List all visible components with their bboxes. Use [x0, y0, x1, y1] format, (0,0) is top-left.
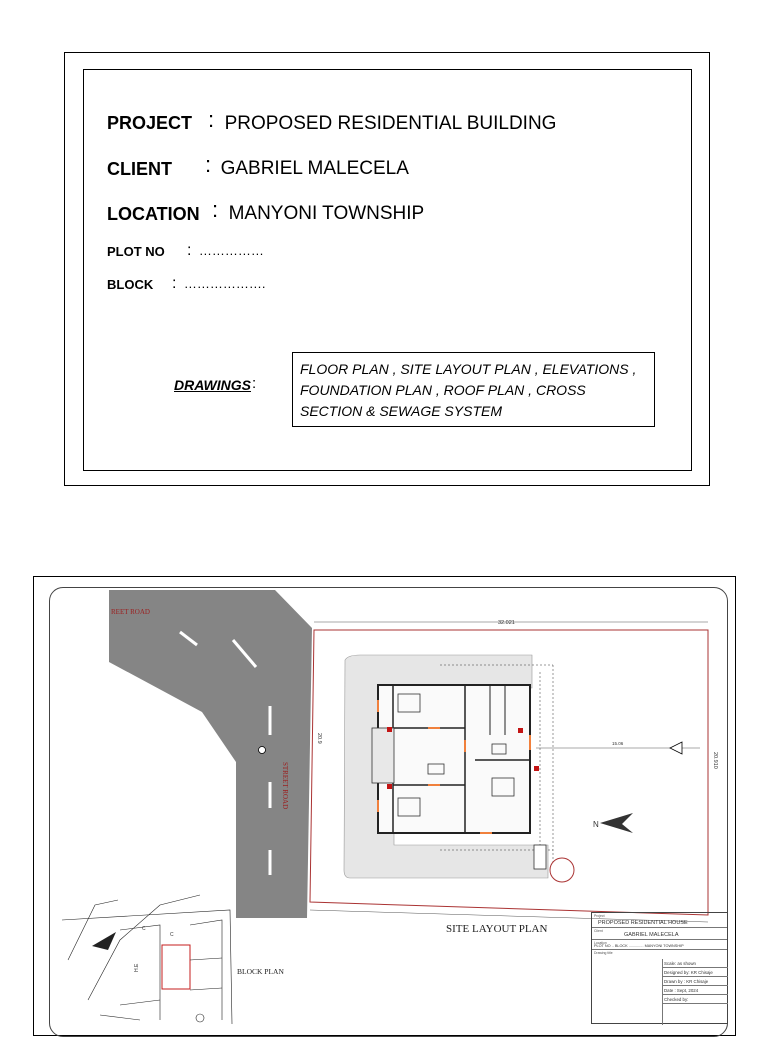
client-value: GABRIEL MALECELA [220, 158, 409, 179]
plot-value: …………… [198, 243, 264, 258]
location-value: MANYONI TOWNSHIP [228, 203, 425, 224]
dim-right: 20.910 [712, 752, 718, 769]
road-label-side: STREET ROAD [281, 762, 289, 810]
tb-project: PROPOSED RESIDENTIAL HOUSE [598, 920, 688, 926]
block-plan-north-icon [92, 932, 116, 950]
porch [372, 728, 394, 783]
tb-client: GABRIEL MALECELA [624, 932, 679, 938]
title-block-grid [592, 959, 729, 1025]
title-block-right-column [662, 959, 728, 1004]
client-caption: Client [594, 929, 603, 933]
drawing-title-caption: Drawing title [594, 951, 613, 955]
dim-mid: 15.06 [612, 741, 624, 746]
drawings-label: DRAWINGS [174, 377, 251, 393]
gate-marker [259, 747, 266, 754]
project-value: PROPOSED RESIDENTIAL BUILDING [224, 113, 557, 134]
block-plan-mark: C [142, 926, 146, 932]
block-plan-label: BLOCK PLAN [237, 967, 284, 976]
tb-designed-by: Designed by: KR Chisaje [662, 968, 728, 977]
road-label-top: REET ROAD [111, 608, 150, 616]
location-colon: : [212, 197, 219, 222]
block-colon: : [172, 275, 177, 292]
north-arrow-icon [593, 813, 633, 833]
drawings-line: FLOOR PLAN , SITE LAYOUT PLAN , ELEVATIONS , [300, 361, 637, 377]
title-block [591, 912, 728, 1024]
project-caption: Project [594, 914, 605, 918]
location-label: LOCATION [107, 204, 200, 224]
svg-text:N: N [593, 820, 599, 829]
drawings-colon: : [252, 375, 257, 392]
location-caption: Location [594, 941, 607, 945]
client-colon: : [205, 152, 212, 177]
soak-pit [550, 858, 574, 882]
street-road [109, 590, 312, 918]
dim-top: 32.021 [498, 620, 515, 626]
plot-colon: : [187, 242, 192, 259]
block-plan [62, 895, 232, 1024]
block-plan-mark: C [170, 932, 174, 938]
drawings-line: FOUNDATION PLAN , ROOF PLAN , CROSS [300, 382, 586, 398]
title-block-left-column [592, 959, 663, 1025]
tb-location: PLOT NO .. BLOCK .............. MANYONI TOWNSHIP [594, 944, 684, 948]
drawings-line: SECTION & SEWAGE SYSTEM [300, 403, 503, 419]
client-label: CLIENT [107, 159, 172, 179]
plot-label: PLOT NO [107, 244, 165, 259]
tb-date: Date : Sept, 2024 [662, 986, 728, 995]
block-value: ………………. [183, 276, 266, 291]
house-footprint [378, 685, 530, 833]
project-label: PROJECT [107, 113, 193, 133]
block-plan-mark: H.E [134, 963, 140, 972]
block-label: BLOCK [107, 277, 154, 292]
site-layout-title: SITE LAYOUT PLAN [446, 923, 548, 935]
gate-marker-right [670, 742, 682, 754]
tb-drawn-by: Drawn by : KR Chisaje [662, 977, 728, 986]
tb-checked-by: Checked by: [662, 995, 728, 1004]
project-colon: : [208, 107, 215, 132]
septic-tank [534, 845, 546, 869]
dim-left: 20.9 [316, 733, 322, 744]
tb-scale: Scale: as shown [662, 959, 728, 968]
